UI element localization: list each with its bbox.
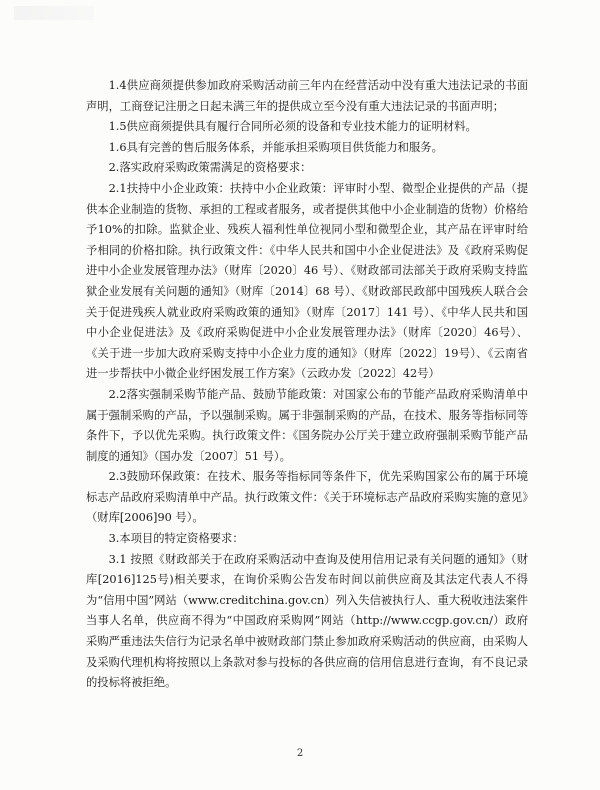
section-heading-3: 3.本项目的特定资格要求：	[108, 532, 244, 546]
document-body	[86, 76, 528, 694]
paragraph-2-3: 2.3鼓励环保政策：在技术、服务等指标同等条件下，优先采购国家公布的属于环境标志产品政府采购清单中产品。执行政策文件：《关于环境标志产品政府采购实施的意见》（财库[2006]90 号）。	[86, 470, 528, 525]
paragraph-2-1: 2.1扶持中小企业政策：扶持中小企业政策：评审时小型、微型企业提供的产品（提供本企业制造的货物、承担的工程或者服务，或者提供其他中小企业制造的货物）价格给予10%的扣除。监狱企业、残疾人福利性单位视同小型和微型企业，其产品在评审时给予相同的价格扣除。执行政策文件：《中华人民共和国中小企业促进法》及《政府采购促进中小企业发展管理办法》（财库〔2020〕46 号）、《财政部司法部关于政府采购支持监狱企业发展有关问题的通知》（财库〔2014〕68 号）、《财政部民政部中国残疾人联合会关于促进残疾人就业政府采购政策的通知》（财库〔2017〕141 号）、《中华人民共和国中小企业促进法》及《政府采购促进中小企业发展管理办法》（财库〔2020〕46号）、《关于进一步加大政府采购支持中小企业力度的通知》（财库〔2022〕19号）、《云南省进一步帮扶中小微企业纾困发展工作方案》（云政办发〔2022〕42号）	[86, 181, 528, 381]
paragraph-1-5: 1.5供应商须提供具有履行合同所必须的设备和专业技术能力的证明材料。	[108, 120, 477, 134]
scan-artifact	[14, 6, 94, 20]
paragraph-1-4: 1.4供应商须提供参加政府采购活动前三年内在经营活动中没有重大违法记录的书面声明，工商登记注册之日起未满三年的提供成立至今没有重大违法记录的书面声明；	[86, 79, 528, 113]
paragraph-3-1: 3.1 按照《财政部关于在政府采购活动中查询及使用信用记录有关问题的通知》（财库[2016]125号)相关要求，在询价采购公告发布时间以前供应商及其法定代表人不得为“信用中国”网站（www.creditchina.gov.cn）列入失信被执行人、重大税收违法案件当事人名单，供应商不得为“中国政府采购网”网站（http://www.ccgp.gov.cn/）政府采购严重违法失信行为记录名单中被财政部门禁止参加政府采购活动的供应商，由采购人及采购代理机构将按照以上条款对参与投标的各供应商的信用信息进行查询，有不良记录的投标将被拒绝。	[86, 552, 528, 690]
section-heading-2: 2.落实政府采购政策需满足的资格要求：	[108, 161, 312, 175]
page-number: 2	[296, 748, 304, 759]
paragraph-1-6: 1.6具有完善的售后服务体系，并能承担采购项目供货能力和服务。	[108, 140, 443, 154]
paragraph-2-2: 2.2落实强制采购节能产品、鼓励节能政策：对国家公布的节能产品政府采购清单中属于强制采购的产品，予以强制采购。属于非强制采购的产品，在技术、服务等指标同等条件下，予以优先采购。执行政策文件：《国务院办公厅关于建立政府强制采购节能产品制度的通知》（国办发〔2007〕51 号）。	[86, 387, 528, 463]
